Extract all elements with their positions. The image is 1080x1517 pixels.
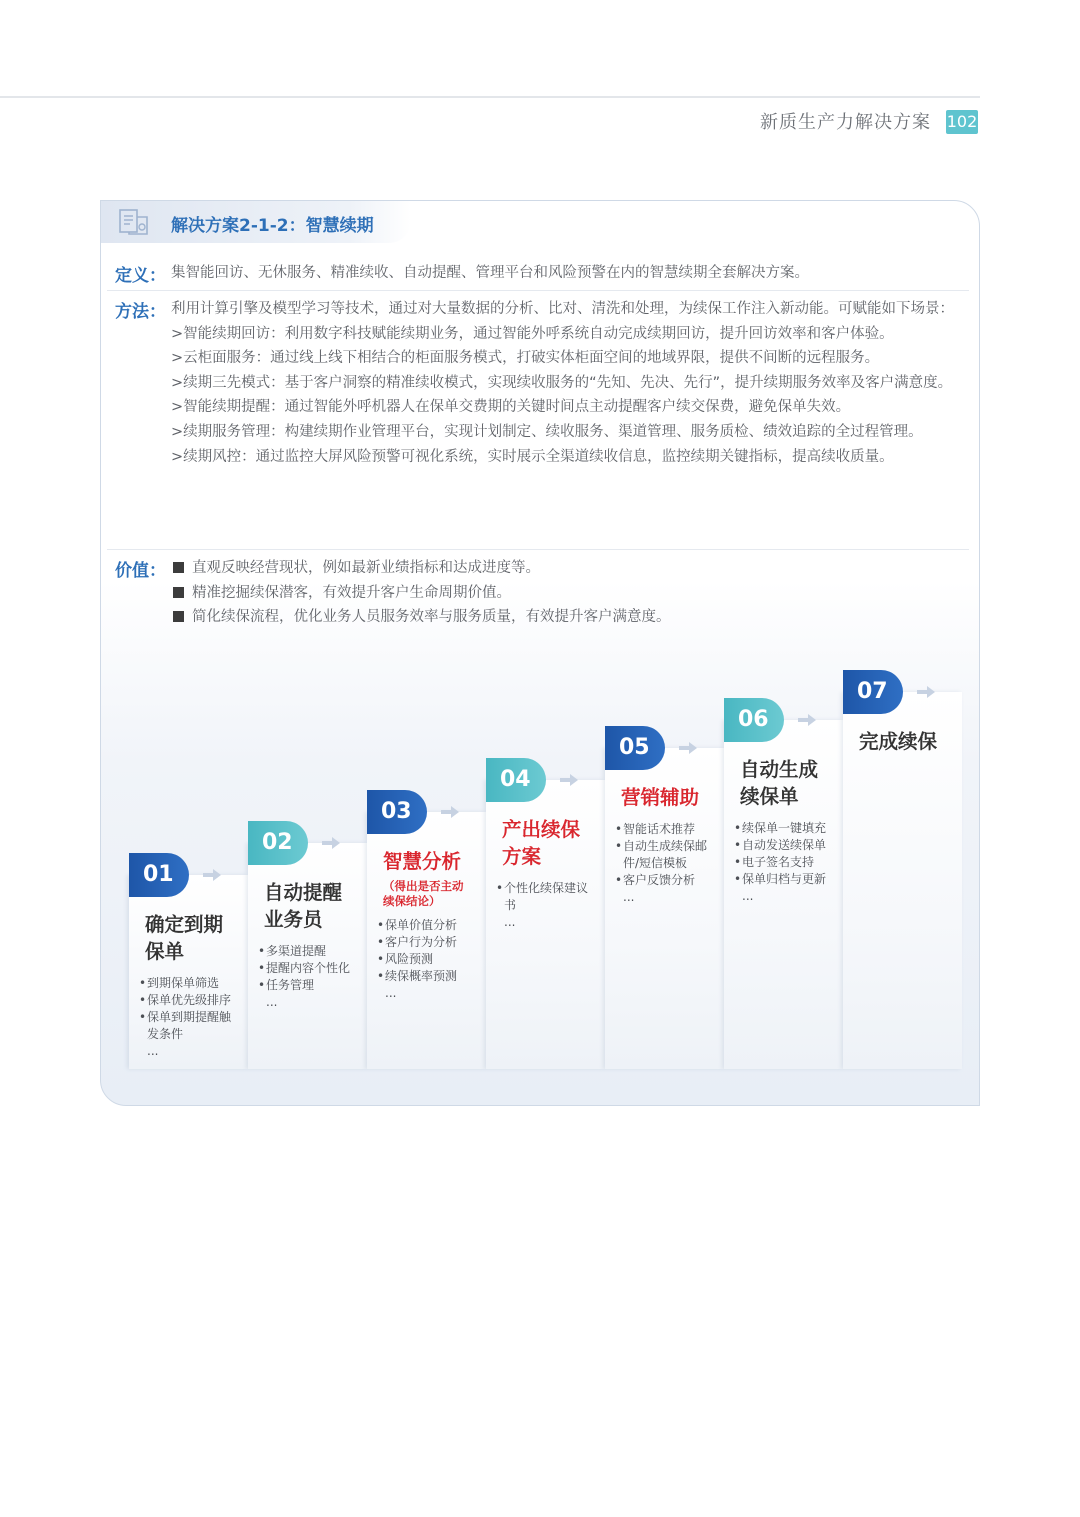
step-item: • 多渠道提醒	[258, 943, 359, 960]
step-more: ...	[147, 1044, 159, 1058]
step-item: • 个性化续保建议书	[496, 880, 597, 914]
step-title	[383, 848, 484, 875]
arrow-right-icon	[439, 803, 461, 821]
method-item: >智能续期提醒：通过智能外呼机器人在保单交费期的关键时间点主动提醒客户续交保费，避免保单失效。	[171, 399, 851, 416]
step-title-line: 完成续保	[859, 730, 938, 753]
step-item: • 风险预测	[377, 951, 478, 968]
step-item: • 客户行为分析	[377, 934, 478, 951]
square-bullet-icon	[173, 611, 184, 622]
method-item: >续期服务管理：构建续期作业管理平台，实现计划制定、续收服务、渠道管理、服务质检、绩效追踪的全过程管理。	[171, 423, 923, 440]
definition-label: 定义：	[115, 266, 166, 286]
page-number: 102	[946, 110, 978, 134]
divider	[107, 549, 969, 550]
value-block	[173, 556, 963, 630]
method-item: >续期三先模式：基于客户洞察的精准续收模式，实现续收服务的“先知、先决、先行”，提升续期服务效率及客户满意度。	[171, 374, 953, 391]
step-item: • 电子签名支持	[734, 854, 835, 871]
step-items	[734, 820, 835, 905]
square-bullet-icon	[173, 562, 184, 573]
step-title-line: 营销辅助	[621, 786, 700, 809]
method-label: 方法：	[115, 302, 166, 322]
method-block	[171, 297, 966, 469]
step-item: • 保单价值分析	[377, 917, 478, 934]
step-title-line: 自动生成	[740, 758, 819, 781]
step-number-badge: 07	[843, 670, 903, 714]
arrow-right-icon	[677, 739, 699, 757]
step-item: • 任务管理	[258, 977, 359, 994]
step-items	[615, 821, 716, 906]
value-item	[173, 581, 963, 606]
step-title-line: 自动提醒	[264, 881, 343, 904]
running-title: 新质生产力解决方案	[760, 112, 931, 133]
top-rule	[0, 96, 980, 98]
step-number-badge: 05	[605, 726, 665, 770]
step-title-line: 方案	[502, 845, 542, 868]
step-item: • 到期保单筛选	[139, 975, 240, 992]
step-title-line: 业务员	[264, 908, 323, 931]
value-item-text: 简化续保流程，优化业务人员服务效率与服务质量，有效提升客户满意度。	[192, 609, 671, 626]
step-title-line: 智慧分析	[383, 850, 462, 873]
step-title	[502, 816, 603, 870]
method-item: >云柜面服务：通过线上线下相结合的柜面服务模式，打破实体柜面空间的地域界限，提供不间断的远程服务。	[171, 350, 880, 367]
panel-header	[101, 201, 411, 243]
step-items	[139, 975, 240, 1060]
square-bullet-icon	[173, 587, 184, 598]
step-items	[496, 880, 597, 931]
step-title-line: 续保单	[740, 785, 799, 808]
step-item: • 自动发送续保单	[734, 837, 835, 854]
solution-panel	[100, 200, 980, 1106]
step-subtitle: （得出是否主动续保结论）	[383, 879, 464, 908]
step-title	[145, 911, 246, 965]
step-title	[264, 879, 365, 933]
definition-text: 集智能回访、无休服务、精准续收、自动提醒、管理平台和风险预警在内的智慧续期全套解决方案。	[171, 265, 809, 281]
step-item: • 客户反馈分析	[615, 872, 716, 889]
document-icon	[117, 207, 151, 237]
arrow-right-icon	[796, 711, 818, 729]
step-items	[258, 943, 359, 1011]
step-title	[621, 784, 722, 811]
step-more: ...	[623, 890, 635, 904]
value-item	[173, 556, 963, 581]
method-intro: 利用计算引擎及模型学习等技术，通过对大量数据的分析、比对、清洗和处理，为续保工作注入新动能。可赋能如下场景：	[171, 301, 954, 317]
step-number-badge: 01	[129, 853, 189, 897]
step-number-badge: 02	[248, 821, 308, 865]
value-label: 价值：	[115, 561, 166, 581]
arrow-right-icon	[558, 771, 580, 789]
value-item-text: 精准挖掘续保潜客，有效提升客户生命周期价值。	[192, 584, 511, 601]
value-item-text: 直观反映经营现状，例如最新业绩指标和达成进度等。	[192, 560, 540, 576]
arrow-right-icon	[915, 683, 937, 701]
step-number-badge: 04	[486, 758, 546, 802]
method-item: >智能续期回访：利用数字科技赋能续期业务，通过智能外呼系统自动完成续期回访，提升回访效率和客户体验。	[171, 325, 894, 342]
step-title-line: 保单	[145, 940, 185, 963]
step-title	[859, 728, 960, 755]
step-number-badge: 06	[724, 698, 784, 742]
step-more: ...	[504, 915, 516, 929]
step-title	[740, 756, 841, 810]
step-item: • 提醒内容个性化	[258, 960, 359, 977]
panel-title: 解决方案2-1-2：智慧续期	[171, 216, 374, 236]
value-item	[173, 605, 963, 630]
step-item: • 智能话术推荐	[615, 821, 716, 838]
step-item: • 保单到期提醒触发条件	[139, 1009, 240, 1043]
arrow-right-icon	[320, 834, 342, 852]
step-more: ...	[742, 889, 754, 903]
step-item: • 续保概率预测	[377, 968, 478, 985]
step-item: • 续保单一键填充	[734, 820, 835, 837]
step-item: • 保单归档与更新	[734, 871, 835, 888]
step-title-line: 产出续保	[502, 818, 581, 841]
step-number-badge: 03	[367, 790, 427, 834]
step-more: ...	[266, 995, 278, 1009]
arrow-right-icon	[201, 866, 223, 884]
step-item: • 保单优先级排序	[139, 992, 240, 1009]
step-item: • 自动生成续保邮件/短信模板	[615, 838, 716, 872]
method-item: >续期风控：通过监控大屏风险预警可视化系统，实时展示全渠道续收信息，监控续期关键指标，提高续收质量。	[171, 448, 894, 465]
step-more: ...	[385, 986, 397, 1000]
step-title-line: 确定到期	[145, 913, 224, 936]
step-items	[377, 917, 478, 1002]
divider	[107, 290, 969, 291]
